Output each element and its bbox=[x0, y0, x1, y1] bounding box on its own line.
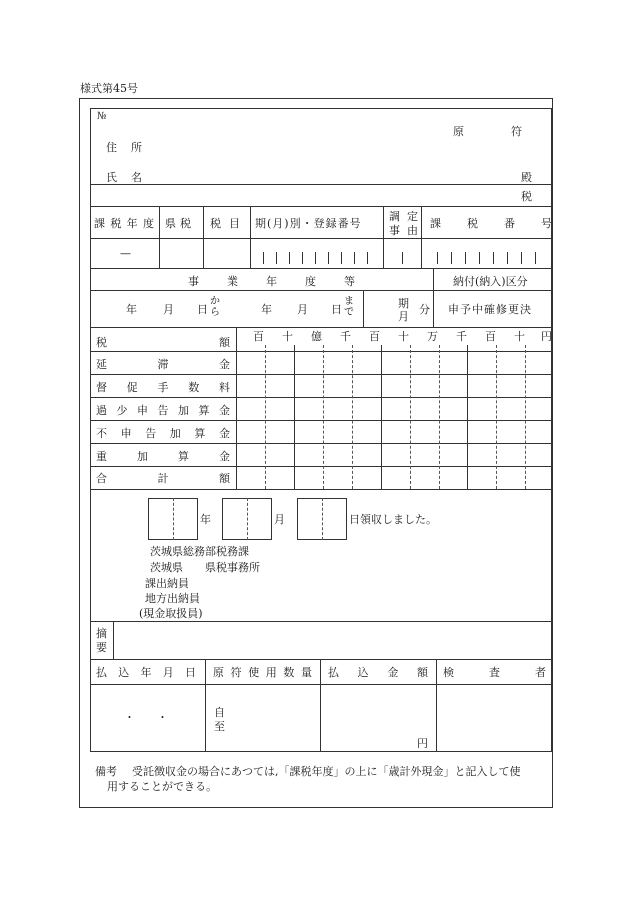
ki-1: 期 bbox=[398, 297, 409, 310]
office-line: 課出納員 bbox=[145, 577, 189, 590]
amount-row-label: 税 額 bbox=[96, 336, 230, 349]
unit-label: 億 bbox=[311, 330, 322, 343]
receipt-text: 日領収しました。 bbox=[349, 513, 437, 526]
office-line: 地方出納員 bbox=[145, 592, 200, 605]
unit-label: 十 bbox=[514, 330, 525, 343]
unit-label: 百 bbox=[485, 330, 496, 343]
unit-label: 十 bbox=[282, 330, 293, 343]
amount-row-label: 重 加 算 金 bbox=[96, 450, 230, 463]
haraikomi-date-dots: ・ ・ bbox=[124, 711, 168, 724]
amount-row-label: 過 少 申 告 加 算 金 bbox=[96, 404, 230, 417]
jigyo-nendo-label: 事業年度等 bbox=[188, 275, 383, 288]
no-label: № bbox=[97, 111, 107, 122]
amount-row-label: 延 滞 金 bbox=[96, 358, 230, 371]
receipt-year-label: 年 bbox=[200, 513, 211, 526]
address-label-2: 所 bbox=[131, 141, 142, 154]
kubun-option: 予 bbox=[460, 303, 471, 316]
zeimoku-header: 税目 bbox=[210, 217, 248, 230]
haraikomi-amount-header: 払 込 金 額 bbox=[328, 666, 428, 679]
amount-row-label: 合 計 額 bbox=[96, 472, 230, 485]
unit-label: 百 bbox=[369, 330, 380, 343]
kubun-option: 決 bbox=[520, 303, 531, 316]
bun-label: 分 bbox=[419, 303, 430, 316]
note-label: 備考 bbox=[95, 765, 117, 778]
kazei-bango-header: 課税番号 bbox=[430, 217, 578, 230]
note-line-1: 受託徴収金の場合にあつては,「課税年度」の上に「歳計外現金」と記入して使 bbox=[132, 765, 521, 778]
unit-label: 千 bbox=[340, 330, 351, 343]
period-from-month: 月 bbox=[163, 303, 174, 316]
name-label-2: 名 bbox=[131, 171, 142, 184]
kubun-option: 申 bbox=[448, 303, 459, 316]
name-label-1: 氏 bbox=[106, 171, 117, 184]
dono-label: 殿 bbox=[521, 171, 532, 184]
ki-2: 月 bbox=[398, 310, 409, 323]
kubun-option: 更 bbox=[508, 303, 519, 316]
year-dash: — bbox=[120, 247, 131, 260]
chosei-header-2: 事由 bbox=[389, 224, 425, 237]
receipt-month-label: 月 bbox=[274, 513, 285, 526]
made-2: で bbox=[344, 307, 354, 318]
nofu-kubun-label: 納付(納入)区分 bbox=[453, 275, 528, 288]
kubun-option: 中 bbox=[472, 303, 483, 316]
genpu-label-1: 原 bbox=[453, 125, 464, 138]
unit-label: 万 bbox=[427, 330, 438, 343]
kazei-nendo-header: 課 税 年 度 bbox=[94, 217, 154, 230]
unit-label: 円 bbox=[541, 330, 552, 343]
genpu-count-header: 原 符 使 用 数 量 bbox=[213, 666, 312, 679]
note-line-2: 用することができる。 bbox=[107, 780, 217, 793]
office-line: 茨城県 県税事務所 bbox=[150, 561, 260, 574]
ji-label: 自 bbox=[214, 706, 225, 719]
haraikomi-date-header: 払 込 年 月 日 bbox=[96, 666, 196, 679]
period-to-month: 月 bbox=[297, 303, 308, 316]
yen-label: 円 bbox=[417, 737, 428, 750]
unit-label: 千 bbox=[456, 330, 467, 343]
kubun-options bbox=[448, 303, 531, 316]
tax-label: 税 bbox=[521, 190, 532, 203]
form-number: 様式第45号 bbox=[80, 82, 138, 95]
kubun-option: 修 bbox=[496, 303, 507, 316]
amount-row-label: 督 促 手 数 料 bbox=[96, 381, 230, 394]
period-from-day: 日 bbox=[197, 303, 208, 316]
tekiyo-2: 要 bbox=[96, 641, 107, 654]
shi-label: 至 bbox=[214, 720, 225, 733]
kibetsu-header: 期(月)別・登録番号 bbox=[255, 217, 362, 230]
address-label-1: 住 bbox=[106, 141, 117, 154]
made-1: ま bbox=[344, 296, 354, 307]
amount-row-label: 不 申 告 加 算 金 bbox=[96, 427, 230, 440]
office-line: (現金取扱員) bbox=[139, 607, 203, 620]
unit-label: 十 bbox=[398, 330, 409, 343]
unit-label: 百 bbox=[253, 330, 264, 343]
period-to-day: 日 bbox=[331, 303, 342, 316]
kubun-option: 確 bbox=[484, 303, 495, 316]
office-line: 茨城県総務部税務課 bbox=[150, 545, 249, 558]
chosei-header-1: 調定 bbox=[389, 210, 425, 223]
kenzei-header: 県税 bbox=[165, 217, 195, 230]
genpu-label-2: 符 bbox=[511, 125, 522, 138]
kensa-header: 検 査 者 bbox=[443, 666, 546, 679]
kara-1: か bbox=[210, 296, 220, 307]
period-to-year: 年 bbox=[261, 303, 272, 316]
kara-2: ら bbox=[210, 307, 220, 318]
tekiyo-1: 摘 bbox=[96, 627, 107, 640]
period-from-year: 年 bbox=[126, 303, 137, 316]
